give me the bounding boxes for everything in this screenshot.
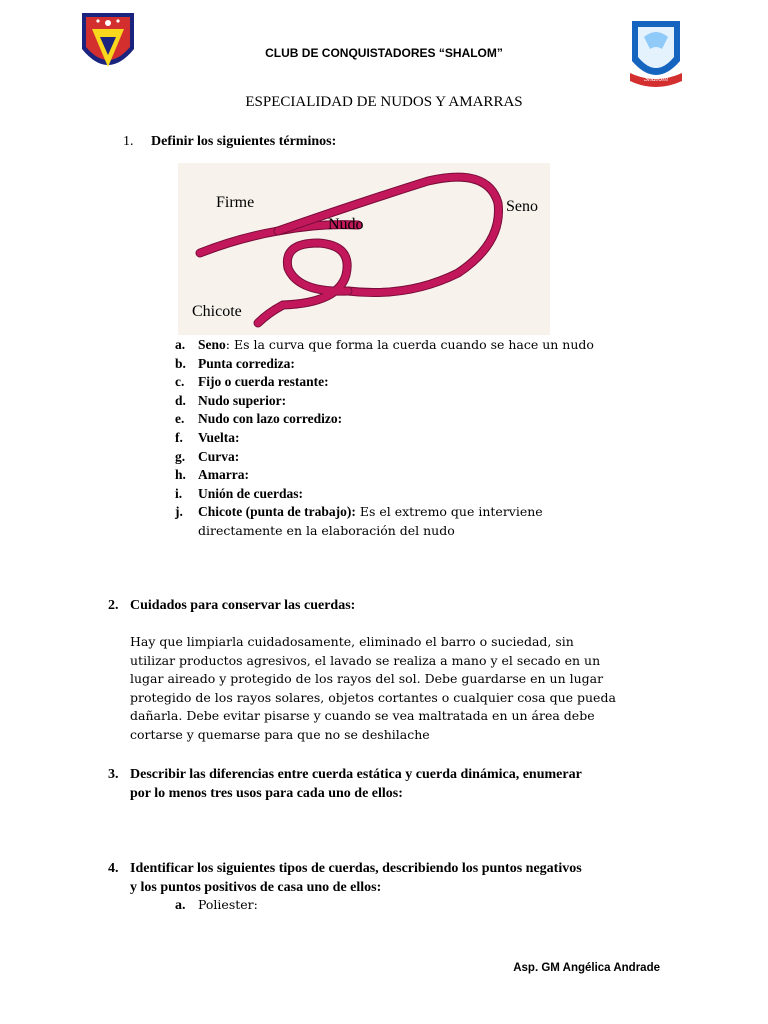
term-label: Nudo superior:: [198, 392, 287, 408]
term-label: Vuelta:: [198, 429, 240, 445]
paragraph-line: lugar aireado y protegido de los rayos del sol. Debe guardarse en un lugar: [130, 671, 604, 686]
term-label: Fijo o cuerda restante:: [198, 374, 329, 390]
term-item: [175, 485, 715, 504]
term-marker: a.: [175, 337, 186, 352]
section-2-paragraph: [130, 633, 690, 744]
page-title: ESPECIALIDAD DE NUDOS Y AMARRAS: [245, 94, 523, 110]
figure-label-seno: Seno: [506, 198, 538, 215]
paragraph-line: utilizar productos agresivos, el lavado se realiza a mano y el secado en un: [130, 652, 601, 668]
section-4-number: 4.: [108, 861, 119, 876]
section-4-item-a: [175, 896, 258, 915]
term-marker: b.: [175, 355, 186, 371]
section-2-heading-text: Cuidados para conservar las cuerdas:: [130, 598, 356, 613]
term-label: Curva:: [198, 448, 240, 464]
term-item: [175, 355, 715, 374]
term-marker: h.: [175, 467, 186, 483]
term-marker: i.: [175, 485, 183, 501]
term-separator: :: [225, 337, 230, 352]
figure-label-firme: Firme: [216, 194, 255, 211]
term-marker: f.: [175, 429, 183, 445]
knot-figure: [178, 163, 550, 335]
section-1-heading: [123, 134, 336, 150]
section-3-number: 3.: [108, 767, 119, 782]
term-answer: Es el extremo que interviene: [355, 504, 543, 520]
club-name: CLUB DE CONQUISTADORES “SHALOM”: [265, 46, 503, 60]
section-2-heading: [108, 598, 355, 614]
term-item: [175, 429, 715, 448]
term-marker: d.: [175, 392, 186, 408]
term-list: [175, 336, 715, 540]
term-item: [175, 448, 715, 467]
term-label: Punta corrediza:: [198, 355, 295, 371]
section-2-number: 2.: [108, 598, 119, 613]
term-label: Chicote (punta de trabajo):: [198, 504, 356, 520]
section-1-number: 1.: [123, 134, 134, 149]
term-label: Unión de cuerdas:: [198, 485, 304, 501]
term-item: [175, 336, 715, 355]
term-marker: e.: [175, 411, 185, 427]
figure-label-nudo: Nudo: [328, 216, 364, 233]
paragraph-line: cortarse y quemarse para que no se deshilache: [130, 726, 430, 742]
term-item: [175, 410, 715, 429]
term-marker: j.: [175, 504, 183, 520]
term-label: Nudo con lazo corredizo:: [198, 411, 343, 427]
term-item: [175, 503, 715, 522]
section-4-line-1: Identificar los siguientes tipos de cuerdas, describiendo los puntos negativos: [130, 861, 582, 876]
section-3-line-1: Describir las diferencias entre cuerda estática y cuerda dinámica, enumerar: [130, 767, 582, 782]
section-4-line-2: y los puntos positivos de casa uno de ellos:: [130, 880, 382, 895]
figure-label-chicote: Chicote: [192, 303, 242, 320]
term-label: Seno: [198, 337, 226, 352]
logo-right-text: Shalom: [644, 74, 668, 83]
item-j-continuation: directamente en la elaboración del nudo: [198, 522, 455, 538]
section-4-item-a-text: Poliester:: [198, 897, 258, 912]
section-3-line-2: por lo menos tres usos para cada uno de ellos:: [130, 786, 403, 801]
term-label: Amarra:: [198, 467, 249, 483]
term-item: [175, 466, 715, 485]
paragraph-line: protegido de los rayos solares, objetos cortantes o cualquier cosa que pueda: [130, 689, 616, 705]
paragraph-line: dañarla. Debe evitar pisarse y cuando se vea maltratada en un área debe: [130, 708, 595, 723]
term-item: [175, 392, 715, 411]
club-logo-right: [624, 15, 688, 97]
term-item: [175, 373, 715, 392]
term-marker: c.: [175, 374, 185, 390]
section-4-item-a-marker: a.: [175, 898, 186, 913]
author-footer: Asp. GM Angélica Andrade: [513, 962, 660, 974]
section-3-question: [108, 765, 708, 803]
paragraph-line: Hay que limpiarla cuidadosamente, eliminado el barro o suciedad, sin: [130, 634, 574, 649]
term-marker: g.: [175, 448, 186, 464]
term-answer: Es la curva que forma la cuerda cuando se hace un nudo: [229, 337, 594, 352]
section-1-heading-text: Definir los siguientes términos:: [151, 134, 337, 149]
section-4-question: [108, 859, 708, 897]
club-logo-left: [78, 9, 138, 81]
